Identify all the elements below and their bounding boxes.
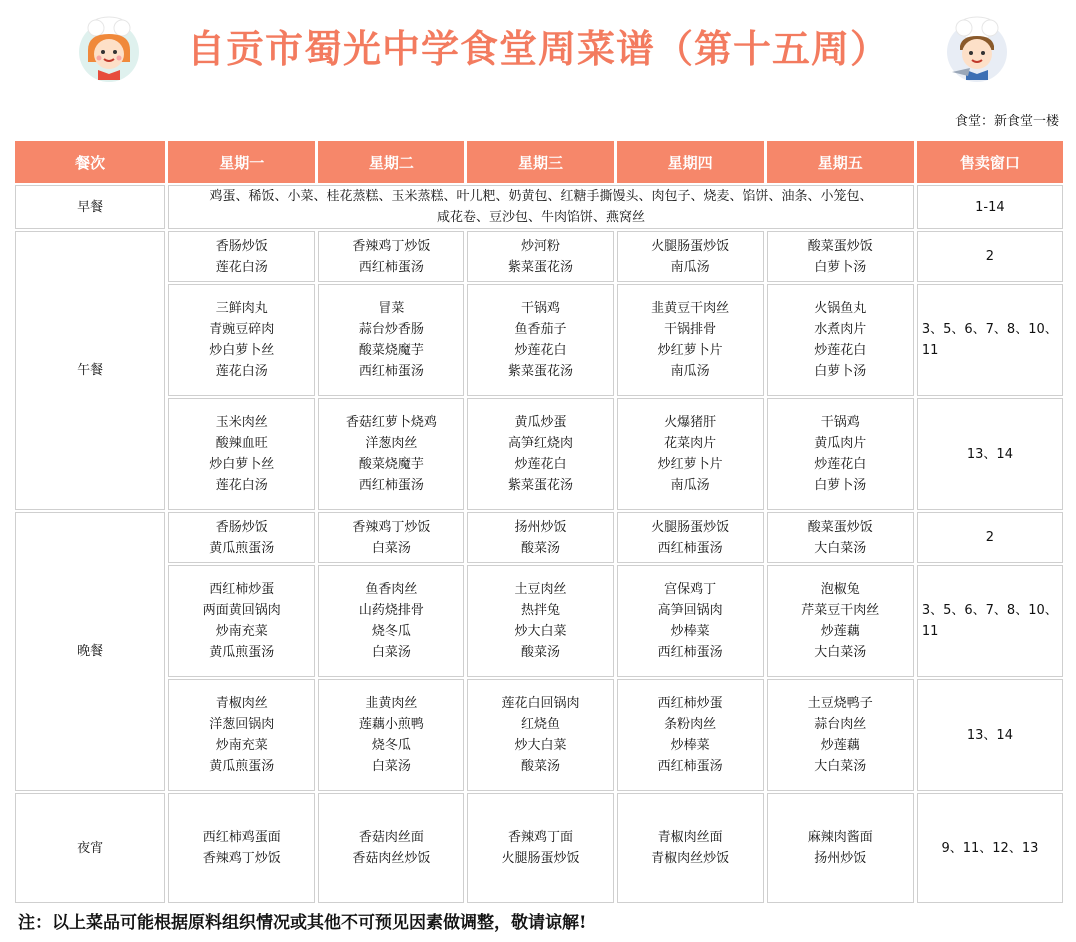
dish: 炒棒菜 <box>670 738 710 753</box>
dish: 莲花白回锅肉 <box>501 696 580 711</box>
dish: 炒红萝卜片 <box>657 343 723 358</box>
header-friday: 星期五 <box>767 141 914 183</box>
dish: 炒白萝卜丝 <box>209 343 275 358</box>
dish: 莲花白汤 <box>215 259 268 275</box>
lunch-row <box>15 284 1063 396</box>
dish: 炒莲花白 <box>814 343 867 358</box>
dish: 炒棒菜 <box>670 624 710 639</box>
dish: 南瓜汤 <box>670 259 710 275</box>
page-title: 自贡市蜀光中学食堂周菜谱（第十五周） <box>186 27 889 71</box>
dish: 香辣鸡丁面 <box>507 830 573 845</box>
header-wednesday: 星期三 <box>467 141 613 183</box>
dish: 宫保鸡丁 <box>664 582 717 597</box>
dish: 炒莲花白 <box>514 343 567 358</box>
breakfast-row <box>15 185 1063 229</box>
dish: 白菜汤 <box>371 645 411 660</box>
menu-cell <box>767 398 914 510</box>
header-monday: 星期一 <box>168 141 315 183</box>
meal-dinner: 晚餐 <box>15 512 165 791</box>
window-cell: 3、5、6、7、8、10、11 <box>917 565 1063 677</box>
dish: 西红柿炒蛋 <box>657 696 723 711</box>
dish: 炒南充菜 <box>215 624 268 639</box>
dish: 西红柿蛋汤 <box>657 540 723 556</box>
table-header-row <box>15 141 1063 183</box>
menu-cell <box>318 793 464 903</box>
dish: 香菇肉丝炒饭 <box>352 851 431 866</box>
dish: 火爆猪肝 <box>664 415 717 430</box>
dish: 白菜汤 <box>371 759 411 774</box>
menu-cell <box>617 284 764 396</box>
dish: 冒菜 <box>378 301 405 316</box>
dish: 炒红萝卜片 <box>657 457 723 472</box>
footer-note: 注：以上菜品可能根据原料组织情况或其他不可预见因素做调整，敬请谅解! <box>18 913 587 933</box>
dish: 红烧鱼 <box>520 717 560 732</box>
dish: 西红柿炒蛋 <box>209 582 275 597</box>
dish: 韭黄肉丝 <box>365 696 418 711</box>
dish: 火腿肠蛋炒饭 <box>651 238 730 254</box>
dish: 土豆肉丝 <box>514 582 567 597</box>
page-header <box>0 0 1076 100</box>
dish: 大白菜汤 <box>814 759 867 774</box>
dish: 炒莲花白 <box>514 457 567 472</box>
dish: 香辣鸡丁炒饭 <box>352 238 431 254</box>
dish: 酸菜蛋炒饭 <box>807 238 873 254</box>
dish: 青椒肉丝面 <box>657 830 723 845</box>
dish: 干锅鸡 <box>820 415 860 430</box>
meal-night-snack: 夜宵 <box>15 793 165 903</box>
dish: 南瓜汤 <box>670 478 710 493</box>
dish: 洋葱肉丝 <box>365 436 418 451</box>
menu-cell <box>767 284 914 396</box>
dish: 大白菜汤 <box>814 540 867 556</box>
dinner-row <box>15 679 1063 791</box>
dish: 莲花白汤 <box>215 478 268 493</box>
menu-cell <box>168 398 315 510</box>
dish: 白萝卜汤 <box>814 259 867 275</box>
dish: 麻辣肉酱面 <box>807 830 873 845</box>
dish: 蒜台炒香肠 <box>358 322 424 337</box>
dish: 南瓜汤 <box>670 364 710 379</box>
dish: 洋葱回锅肉 <box>209 717 275 732</box>
dish: 酸菜烧魔芋 <box>358 343 424 358</box>
dish: 黄瓜煎蛋汤 <box>209 759 275 774</box>
weekly-menu-table <box>12 139 1066 905</box>
dish: 青椒肉丝 <box>215 696 268 711</box>
dish: 黄瓜煎蛋汤 <box>209 540 275 556</box>
menu-cell <box>617 512 764 563</box>
menu-cell <box>168 284 315 396</box>
window-cell: 1-14 <box>917 185 1063 229</box>
menu-cell <box>617 679 764 791</box>
dish: 紫菜蛋花汤 <box>507 478 573 493</box>
breakfast-line: 鸡蛋、稀饭、小菜、桂花蒸糕、玉米蒸糕、叶儿粑、奶黄包、红糖手撕馒头、肉包子、烧麦、馅饼、油条、小笼包、 <box>209 189 873 204</box>
dish: 水煮肉片 <box>814 322 867 337</box>
night-snack-row <box>15 793 1063 903</box>
menu-cell <box>467 398 613 510</box>
dish: 玉米肉丝 <box>215 415 268 430</box>
dish: 大白菜汤 <box>814 645 867 660</box>
dish: 火锅鱼丸 <box>814 301 867 316</box>
dish: 炒白萝卜丝 <box>209 457 275 472</box>
dish: 酸菜汤 <box>520 759 560 774</box>
dish: 西红柿蛋汤 <box>358 478 424 493</box>
dish: 西红柿蛋汤 <box>657 645 723 660</box>
dish: 酸菜汤 <box>520 645 560 660</box>
window-cell: 13、14 <box>917 398 1063 510</box>
dish: 酸辣血旺 <box>215 436 268 451</box>
meal-breakfast: 早餐 <box>15 185 165 229</box>
menu-cell <box>767 793 914 903</box>
dinner-row <box>15 512 1063 563</box>
window-cell: 2 <box>917 231 1063 282</box>
menu-cell <box>318 231 464 282</box>
dish: 青椒肉丝炒饭 <box>651 851 730 866</box>
dish: 烧冬瓜 <box>371 738 411 753</box>
lunch-row <box>15 231 1063 282</box>
dish: 香菇红萝卜烧鸡 <box>345 415 437 430</box>
dish: 热拌兔 <box>520 603 560 618</box>
dish: 香辣鸡丁炒饭 <box>202 851 281 866</box>
dish: 酸菜烧魔芋 <box>358 457 424 472</box>
dish: 条粉肉丝 <box>664 717 717 732</box>
dish: 酸菜蛋炒饭 <box>807 519 873 535</box>
window-cell: 3、5、6、7、8、10、11 <box>917 284 1063 396</box>
menu-cell <box>767 679 914 791</box>
dish: 白菜汤 <box>371 540 411 556</box>
chef-boy-icon <box>942 14 1012 84</box>
menu-cell <box>467 793 613 903</box>
menu-cell <box>467 512 613 563</box>
dish: 扬州炒饭 <box>514 519 567 535</box>
dish: 泡椒兔 <box>820 582 860 597</box>
dish: 高笋回锅肉 <box>657 603 723 618</box>
dish: 西红柿蛋汤 <box>358 364 424 379</box>
dish: 烧冬瓜 <box>371 624 411 639</box>
dish: 黄瓜煎蛋汤 <box>209 645 275 660</box>
dish: 韭黄豆干肉丝 <box>651 301 730 316</box>
menu-cell <box>767 565 914 677</box>
menu-cell <box>168 565 315 677</box>
menu-cell <box>168 679 315 791</box>
canteen-location: 食堂：新食堂一楼 <box>954 114 1059 129</box>
dish: 三鲜肉丸 <box>215 301 268 316</box>
menu-cell <box>617 793 764 903</box>
menu-cell <box>168 231 315 282</box>
chef-girl-icon <box>74 14 144 84</box>
dish: 土豆烧鸭子 <box>807 696 873 711</box>
menu-cell <box>168 512 315 563</box>
menu-cell <box>467 284 613 396</box>
dish: 炒南充菜 <box>215 738 268 753</box>
dish: 干锅鸡 <box>520 301 560 316</box>
dish: 鱼香肉丝 <box>365 582 418 597</box>
header-thursday: 星期四 <box>617 141 764 183</box>
breakfast-line: 咸花卷、豆沙包、牛肉馅饼、燕窝丝 <box>436 210 645 225</box>
menu-cell <box>168 793 315 903</box>
dish: 干锅排骨 <box>664 322 717 337</box>
dish: 炒河粉 <box>520 238 560 254</box>
menu-cell <box>318 284 464 396</box>
header-meal: 餐次 <box>15 141 165 183</box>
dish: 香辣鸡丁炒饭 <box>352 519 431 535</box>
window-cell: 2 <box>917 512 1063 563</box>
dish: 扬州炒饭 <box>814 851 867 866</box>
lunch-row <box>15 398 1063 510</box>
dish: 花菜肉片 <box>664 436 717 451</box>
window-cell: 13、14 <box>917 679 1063 791</box>
menu-cell <box>767 231 914 282</box>
dish: 炒莲藕 <box>820 624 860 639</box>
dish: 炒莲花白 <box>814 457 867 472</box>
dinner-row <box>15 565 1063 677</box>
dish: 香肠炒饭 <box>215 238 268 254</box>
dish: 炒大白菜 <box>514 738 567 753</box>
dish: 莲花白汤 <box>215 364 268 379</box>
menu-cell <box>617 565 764 677</box>
window-cell: 9、11、12、13 <box>917 793 1063 903</box>
menu-cell <box>467 231 613 282</box>
dish: 西红柿蛋汤 <box>657 759 723 774</box>
dish: 炒大白菜 <box>514 624 567 639</box>
dish: 紫菜蛋花汤 <box>507 364 573 379</box>
dish: 酸菜汤 <box>520 540 560 556</box>
dish: 芹菜豆干肉丝 <box>801 603 880 618</box>
header-window: 售卖窗口 <box>917 141 1063 183</box>
menu-cell <box>467 679 613 791</box>
dish: 西红柿蛋汤 <box>358 259 424 275</box>
menu-cell <box>767 512 914 563</box>
dish: 青豌豆碎肉 <box>209 322 275 337</box>
menu-cell <box>467 565 613 677</box>
dish: 白萝卜汤 <box>814 364 867 379</box>
dish: 黄瓜肉片 <box>814 436 867 451</box>
meal-lunch: 午餐 <box>15 231 165 510</box>
dish: 莲藕小煎鸭 <box>358 717 424 732</box>
dish: 黄瓜炒蛋 <box>514 415 567 430</box>
dish: 火腿肠蛋炒饭 <box>501 851 580 866</box>
dish: 高笋红烧肉 <box>507 436 573 451</box>
dish: 白萝卜汤 <box>814 478 867 493</box>
dish: 炒莲藕 <box>820 738 860 753</box>
menu-cell <box>617 231 764 282</box>
dish: 两面黄回锅肉 <box>202 603 281 618</box>
breakfast-items <box>168 185 914 229</box>
dish: 香菇肉丝面 <box>358 830 424 845</box>
dish: 西红柿鸡蛋面 <box>202 830 281 845</box>
menu-cell <box>617 398 764 510</box>
menu-cell <box>318 565 464 677</box>
dish: 香肠炒饭 <box>215 519 268 535</box>
dish: 火腿肠蛋炒饭 <box>651 519 730 535</box>
dish: 蒜台肉丝 <box>814 717 867 732</box>
dish: 紫菜蛋花汤 <box>507 259 573 275</box>
menu-cell <box>318 398 464 510</box>
menu-cell <box>318 512 464 563</box>
dish: 鱼香茄子 <box>514 322 567 337</box>
menu-cell <box>318 679 464 791</box>
header-tuesday: 星期二 <box>318 141 464 183</box>
dish: 山药烧排骨 <box>358 603 424 618</box>
